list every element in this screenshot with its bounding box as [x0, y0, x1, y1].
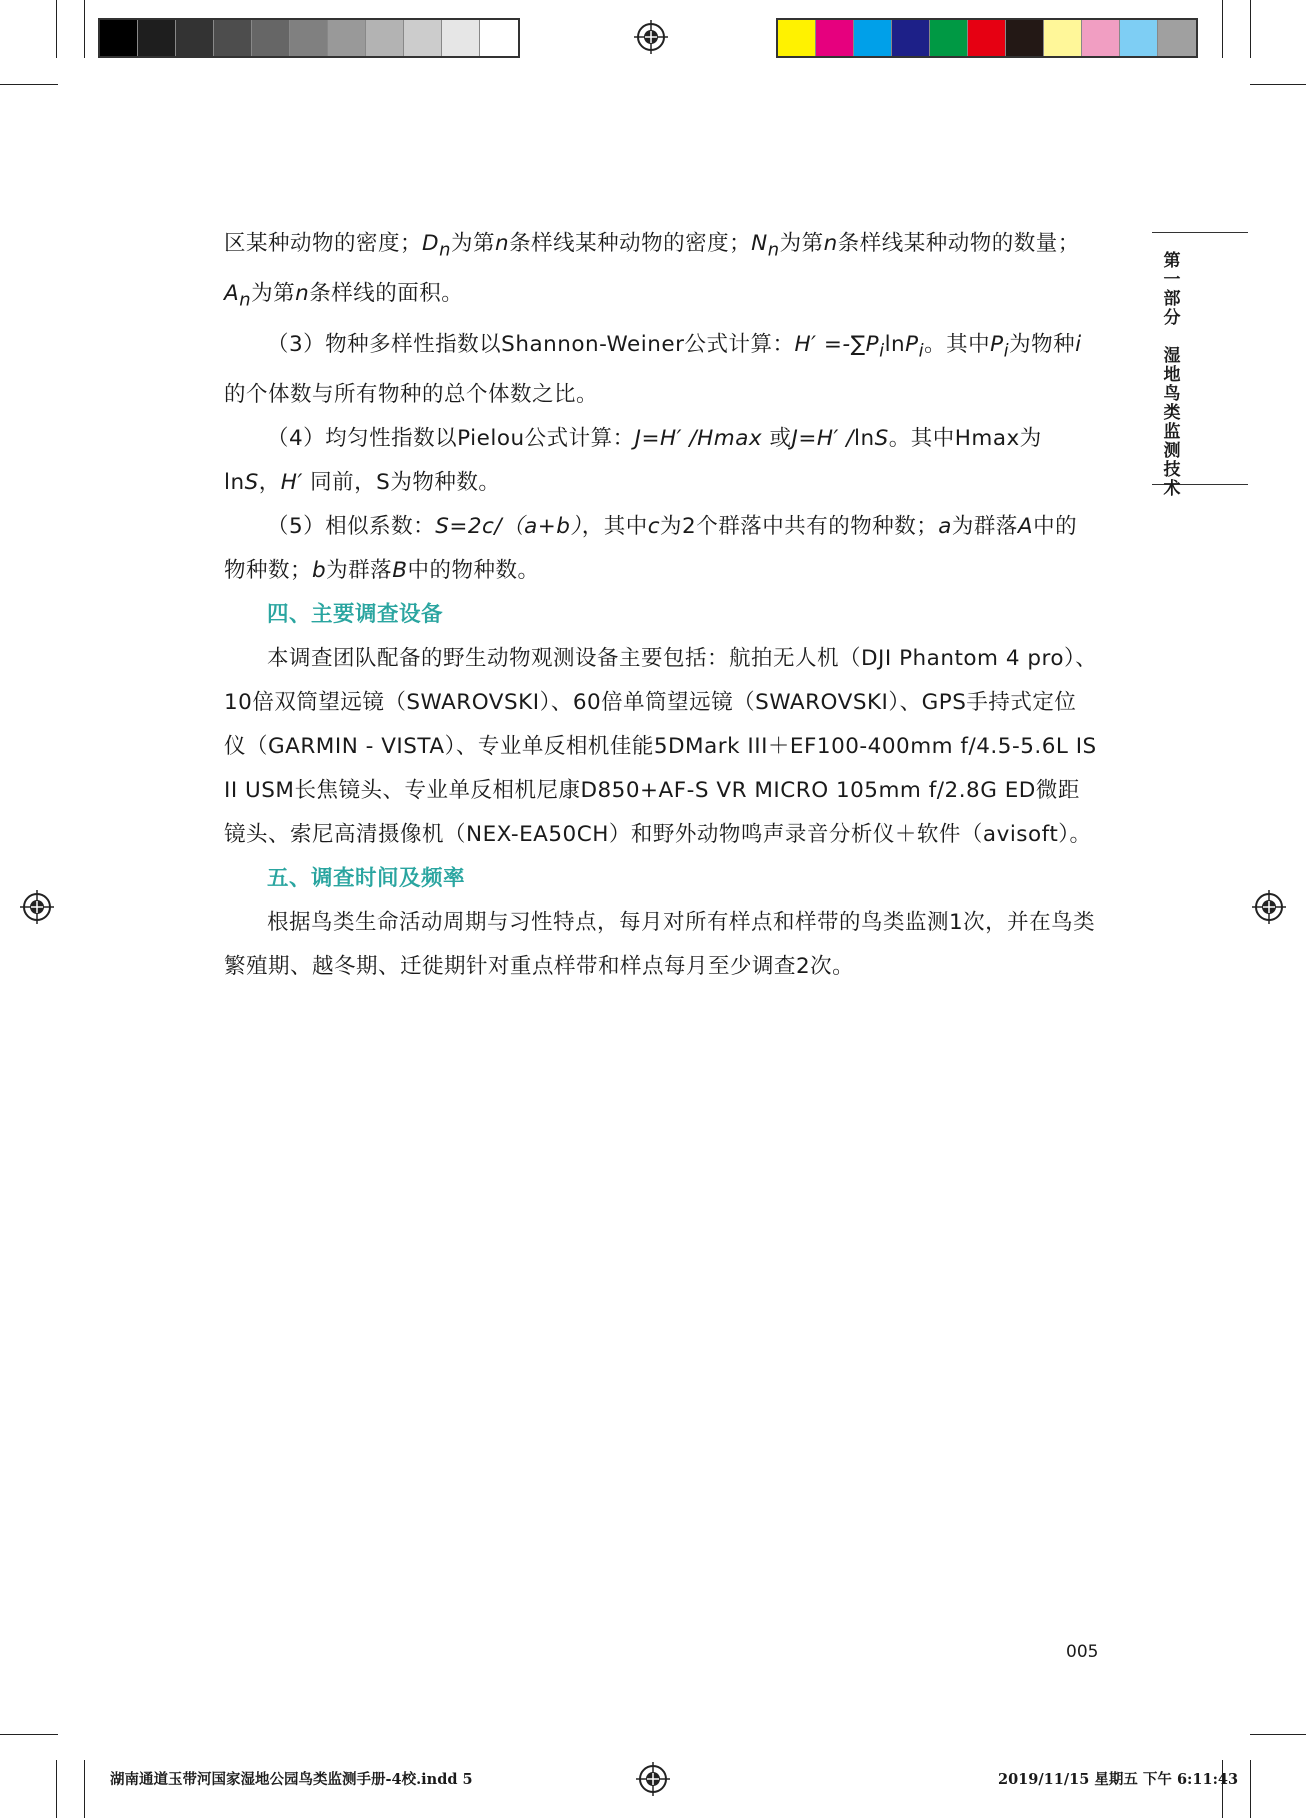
sidebar-tab-char: 第 [1163, 251, 1181, 271]
text-run: ， [258, 469, 281, 495]
text-run: 为第 [251, 281, 296, 307]
var-N: N [751, 231, 768, 256]
sidebar-tab-char: 监 [1163, 422, 1181, 442]
var-i: i [1075, 331, 1082, 357]
calibration-swatch [138, 20, 176, 56]
sidebar-tab-char: 鸟 [1163, 384, 1181, 404]
crop-mark [56, 1760, 57, 1818]
var-i: i [1003, 339, 1010, 361]
var-n: n [494, 231, 510, 256]
sidebar-tab-char: 部 [1163, 289, 1181, 309]
color-calibration-bar [776, 18, 1198, 58]
sidebar-tab-char: 分 [1163, 308, 1181, 328]
var-n: n [823, 231, 838, 256]
crop-mark [1222, 0, 1223, 58]
calibration-swatch [1120, 20, 1158, 56]
calibration-swatch [290, 20, 328, 56]
crop-mark [56, 0, 57, 58]
var-n: n [295, 281, 310, 307]
var-S: S [874, 425, 889, 451]
paragraph-definitions [224, 222, 1098, 323]
text-run: 的个体数与所有物种的总个体数之比。 [224, 381, 599, 407]
text-run: 为物种 [1009, 331, 1076, 357]
sidebar-tab-char: 类 [1163, 403, 1181, 423]
calibration-swatch [328, 20, 366, 56]
registration-target-icon [20, 890, 54, 924]
calibration-swatch [404, 20, 442, 56]
calibration-swatch [1082, 20, 1120, 56]
crop-mark [1250, 0, 1251, 58]
body-text [224, 222, 1098, 989]
calibration-swatch [366, 20, 404, 56]
text-run: 为第 [450, 231, 495, 256]
calibration-swatch [930, 20, 968, 56]
text-run: 为2个群落中共有的物种数； [660, 513, 939, 539]
text-run: 。其中 [924, 331, 991, 357]
page-number: 005 [1066, 1642, 1099, 1662]
calibration-swatch [816, 20, 854, 56]
paragraph-shannon [224, 323, 1098, 417]
calibration-swatch [442, 20, 480, 56]
text-run: 条样线的面积。 [309, 281, 464, 307]
text-run: 条样线某种动物的密度； [509, 231, 752, 256]
var-b: b [312, 557, 327, 583]
text-run: 。其中Hmax为ln [224, 425, 1042, 495]
formula: J=H′ / [791, 425, 854, 451]
calibration-swatch [1044, 20, 1082, 56]
footer-timestamp: 2019/11/15 星期五 下午 6:11:43 [998, 1771, 1239, 1788]
var-A: A [224, 281, 240, 307]
calibration-swatch [778, 20, 816, 56]
var-a: a [938, 513, 952, 539]
text-run: 为第 [779, 231, 824, 256]
crop-mark [0, 84, 58, 85]
calibration-swatch [892, 20, 930, 56]
text-run: 为群落 [326, 557, 393, 583]
crop-mark [1250, 1760, 1251, 1818]
paragraph-schedule: 根据鸟类生命活动周期与习性特点，每月对所有样点和样带的鸟类监测1次，并在鸟类繁殖期、越冬期、迁徙期针对重点样带和样点每月至少调查2次。 [224, 909, 1096, 979]
text-run: 中的物种数； [224, 513, 1078, 583]
var-i: i [879, 339, 885, 361]
text-run: ，其中 [581, 513, 648, 539]
var-P: P [905, 331, 919, 357]
text-run: 为群落 [951, 513, 1018, 539]
footer-filename: 湖南通道玉带河国家湿地公园鸟类监测手册-4校.indd 5 [110, 1771, 473, 1788]
registration-target-icon [636, 1762, 670, 1796]
sidebar-tab-char: 技 [1163, 460, 1181, 480]
text-run: （3）物种多样性指数以Shannon-Weiner公式计算： [267, 331, 795, 357]
paragraph-pielou [224, 417, 1098, 505]
var-S: S [244, 469, 259, 495]
text-run: 条样线某种动物的数量； [837, 231, 1080, 256]
sidebar-tab-char: 一 [1163, 270, 1181, 290]
calibration-swatch [252, 20, 290, 56]
var-P: P [865, 331, 880, 357]
calibration-swatch [176, 20, 214, 56]
calibration-swatch [480, 20, 518, 56]
crop-mark [84, 0, 85, 58]
var-A: A [1017, 513, 1034, 539]
calibration-swatch [854, 20, 892, 56]
gray-calibration-bar [98, 18, 520, 58]
calibration-swatch [1006, 20, 1044, 56]
calibration-swatch [100, 20, 138, 56]
paragraph-equipment: 本调查团队配备的野生动物观测设备主要包括：航拍无人机（DJI Phantom 4 pro）、10倍双筒望远镜（SWAROVSKI）、60倍单筒望远镜（SWAROVSKI）、GPS手持式定位仪（GARMIN - VISTA）、专业单反相机佳能5DMark III＋EF100-400mm f/4.5-5.6L IS II USM长焦镜头、专业单反相机尼康D850+AF-S VR MICRO 105mm f/2.8G ED微距镜头、索尼高清摄像机（NEX-EA50CH）和野外动物鸣声录音分析仪＋软件（avisoft）。 [224, 645, 1098, 847]
sidebar-tab-char: 术 [1163, 479, 1181, 499]
sidebar-tab-char: 地 [1163, 365, 1181, 385]
text-run: 同前，S为物种数。 [302, 469, 501, 495]
section-heading-equipment: 四、主要调查设备 [267, 601, 444, 627]
registration-target-icon [1252, 890, 1286, 924]
crop-mark [1250, 1734, 1306, 1735]
var-i: i [918, 339, 925, 361]
formula: S=2c/（a+b） [435, 513, 582, 539]
text-run: （4）均匀性指数以Pielou公式计算： [267, 425, 635, 451]
text-run: ln [853, 425, 875, 451]
var-n: n [767, 239, 780, 261]
var-B: B [392, 557, 408, 583]
sidebar-tab-char: 测 [1163, 441, 1181, 461]
var-D: D [422, 231, 440, 256]
calibration-swatch [214, 20, 252, 56]
crop-mark [1250, 84, 1306, 85]
formula: J=H′ /Hmax [634, 425, 763, 451]
text-run: ln [884, 331, 906, 357]
sidebar-section-tab [1160, 252, 1184, 499]
section-heading-schedule: 五、调查时间及频率 [267, 865, 466, 891]
sidebar-tab-top-rule [1152, 232, 1248, 233]
text-run: 或 [762, 425, 792, 451]
text-run: 中的物种数。 [407, 557, 540, 583]
crop-mark [84, 1760, 85, 1818]
sidebar-tab-char [1160, 328, 1184, 347]
sidebar-tab-char: 湿 [1163, 346, 1181, 366]
text-run: （5）相似系数： [267, 513, 436, 539]
calibration-swatch [1158, 20, 1196, 56]
var-n: n [439, 239, 451, 261]
var-c: c [647, 513, 661, 539]
paragraph-similarity [224, 505, 1098, 593]
var-n: n [239, 289, 252, 311]
var-H: H′ [280, 469, 303, 495]
text-run: 区某种动物的密度； [224, 231, 423, 256]
calibration-swatch [968, 20, 1006, 56]
crop-mark [0, 1734, 58, 1735]
var-P: P [990, 331, 1004, 357]
formula: H′ =-∑ [794, 331, 866, 357]
registration-target-icon [634, 20, 668, 54]
